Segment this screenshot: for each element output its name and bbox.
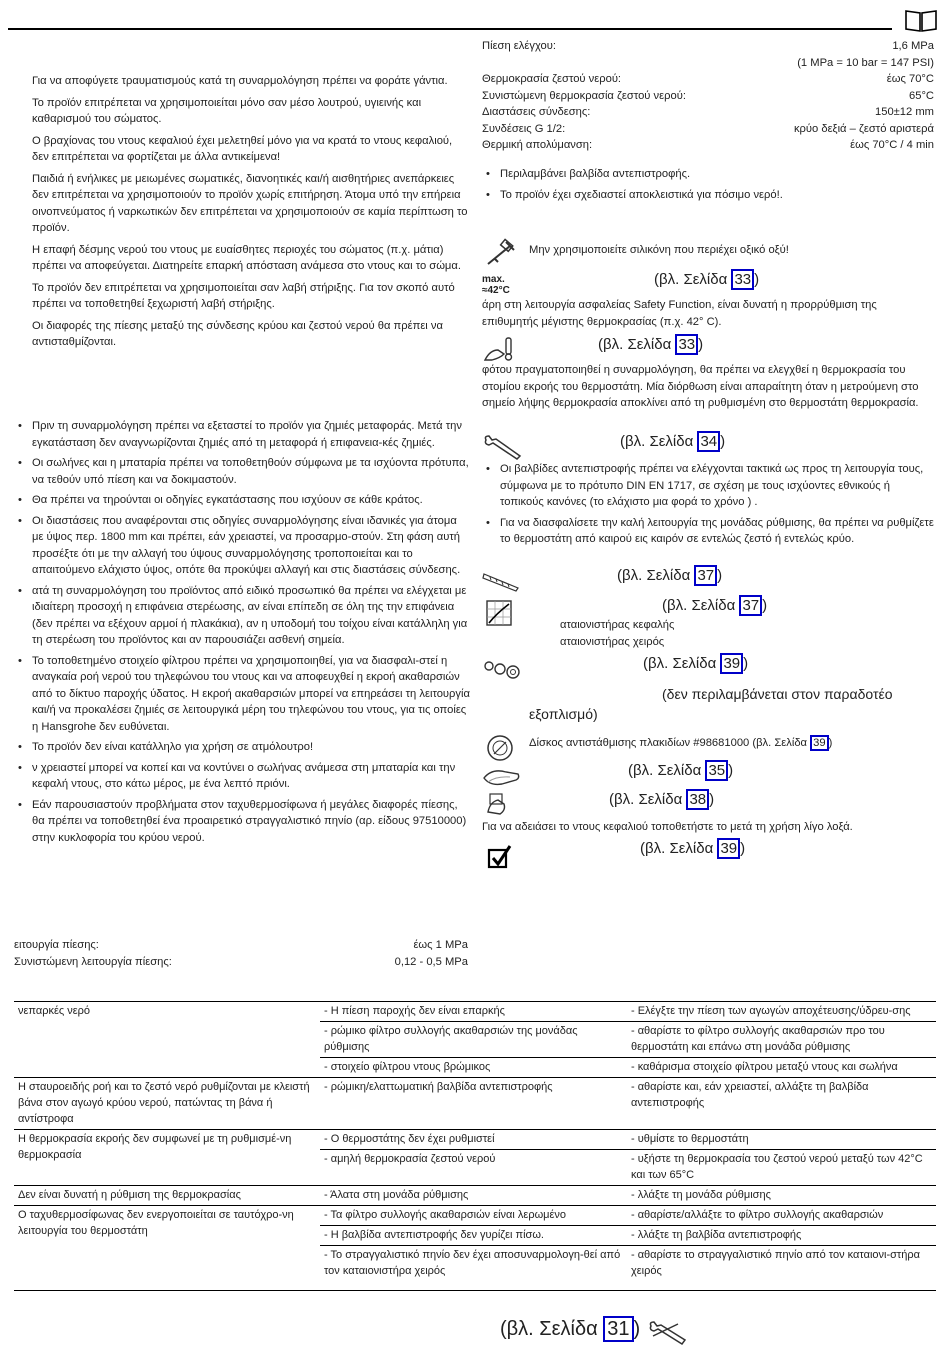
equipment-note: εξοπλισμό) — [529, 706, 598, 722]
spec-value: (1 MPa = 10 bar = 147 PSI) — [797, 56, 934, 69]
fix-cell: - Ελέγξτε την πίεση των αγωγών αποχέτευσης/ύδρευ-σης — [627, 1002, 936, 1022]
table-row — [14, 1186, 936, 1206]
safety-paragraph: Το προϊόν επιτρέπεται να χρησιμοποιείται μόνο σαν μέσο λουτρού, υγιεινής και καθαρισμού του σώματος. — [32, 96, 422, 125]
list-item: • Θα πρέπει να τηρούνται οι οδηγίες εγκατάστασης που ισχύουν σε κάθε κράτος. — [18, 492, 470, 509]
page-reference: (βλ. Σελίδα 38 ) — [609, 791, 715, 808]
safety-paragraph: Οι διαφορές της πίεσης μεταξύ της σύνδεσης κρύου και ζεστού νερού θα πρέπει να αντισταθμίζονται. — [32, 319, 443, 348]
spec-value: 150±12 mm — [875, 106, 934, 118]
product-notes — [486, 166, 934, 207]
fix-cell: - αθαρίστε/αλλάξτε το φίλτρο συλλογής ακαθαρσιών — [627, 1206, 936, 1226]
fix-cell: - αθαρίστε το στραγγαλιστικό πηνίο από τον καταιονι-στήρα χειρός — [627, 1246, 936, 1282]
list-item: • Για να διασφαλίσετε την καλή λειτουργία της μονάδας ρύθμισης, θα πρέπει να ρυθμίζετε το θερμοστάτη από καιρού εις καιρόν σε εντελώς ζεστό ή εντελώς κρύο. — [486, 515, 934, 548]
cause-cell: - ρώμικο φίλτρο συλλογής ακαθαρσιών της μονάδας ρύθμισης — [320, 1022, 627, 1058]
list-item: • Οι διαστάσεις που αναφέρονται στις οδηγίες συναρμολόγησης είναι ιδανικές για άτομα με ύψος περ. 1800 mm και πρέπει, εάν χρειαστεί, να προσαρμο-στούν. Στη φάση αυτή προσέξτε ότι με την αλλαγή του ύψους συναρμολόγησης τροποποιείται και το απαιτούμενο ελάχιστο ύψος, οπότε θα προκύψει αλλαγή και στις διαστάσεις σύνδεσης. — [18, 513, 470, 579]
problem-cell: Δεν είναι δυνατή η ρύθμιση της θερμοκρασίας — [14, 1186, 320, 1206]
problem-cell: Ο ταχυθερμοσίφωνας δεν ενεργοποιείται σε ταυτόχρο-νη λειτουργία του θερμοστάτη — [14, 1206, 320, 1282]
technical-data — [482, 38, 934, 154]
empty-shower-note: Για να αδειάσει το ντους κεφαλιού τοποθετήστε το μετά τη χρήση λίγο λοξά. — [482, 821, 853, 833]
spec-label: Διαστάσεις σύνδεσης: — [482, 106, 591, 118]
cause-cell: - Το στραγγαλιστικό πηνίο δεν έχει αποσυναρμολογη-θεί από τον καταιονιστήρα χειρός — [320, 1246, 627, 1282]
problem-cell: Η σταυροειδής ροή και το ζεστό νερό ρυθμίζονται με κλειστή βάνα στον αγωγό κρύου νερού, πατώντας τη βάνα ή αντίστροφα — [14, 1078, 320, 1130]
page-reference: (βλ. Σελίδα 33 ) — [598, 336, 704, 353]
safety-function-text: άρη στη λειτουργία ασφαλείας Safety Function, είναι δυνατή η προρρύθμιση της επιθυμητής μέγιστης θερμοκρασίας (π.χ. 42° C). — [482, 299, 877, 328]
page-reference: (βλ. Σελίδα 37 ) — [662, 597, 768, 614]
safety-paragraph: Το προϊόν δεν επιτρέπεται να χρησιμοποιείται σαν λαβή στήριξης. Για τον σκοπό αυτό πρέπει να τοποθετηθεί ξεχωριστή λαβή στήριξης. — [32, 281, 455, 310]
page-number[interactable]: 34 — [697, 431, 720, 452]
dimensions-ruler-icon — [482, 570, 520, 592]
cause-cell: - Ο θερμοστάτης δεν έχει ρυθμιστεί — [320, 1130, 627, 1150]
flow-diagram-icon — [486, 600, 512, 626]
page-number[interactable]: 33 — [675, 334, 698, 355]
spec-value: 65°C — [909, 89, 934, 102]
max-temp-value: ≈42°C — [482, 285, 510, 296]
checkbox-icon — [487, 844, 513, 870]
fix-cell: - αθαρίστε και, εάν χρειαστεί, αλλάξτε τη βαλβίδα αντεπιστροφής — [627, 1078, 936, 1130]
head-shower-label: αταιονιστήρας κεφαλής — [560, 619, 675, 631]
table-row — [14, 1130, 936, 1150]
page-number[interactable]: 37 — [694, 565, 717, 586]
fix-cell: - λλάξτε τη μονάδα ρύθμισης — [627, 1186, 936, 1206]
page-number[interactable]: 39 — [717, 838, 740, 859]
top-rule — [8, 28, 892, 30]
spec-label: Συνδέσεις G 1/2: — [482, 122, 566, 135]
page-reference: (βλ. Σελίδα 37 ) — [617, 567, 723, 584]
spare-parts-icon — [482, 656, 522, 682]
cause-cell: - αμηλή θερμοκρασία ζεστού νερού — [320, 1150, 627, 1186]
fix-cell: - υθμίστε το θερμοστάτη — [627, 1130, 936, 1150]
hand-cover-icon — [484, 792, 516, 818]
list-item: • Περιλαμβάνει βαλβίδα αντεπιστροφής. — [486, 166, 934, 183]
page-reference: (βλ. Σελίδα 33 ) — [654, 271, 760, 288]
page-reference: (βλ. Σελίδα 39 ) — [640, 840, 746, 857]
page-reference: (βλ. Σελίδα 39 ) — [643, 655, 749, 672]
list-item: • Οι σωλήνες και η μπαταρία πρέπει να τοποθετηθούν σύμφωνα με τα ισχύοντα πρότυπα, να τεθούν υπό πίεση και να δοκιμαστούν. — [18, 455, 470, 488]
page-reference: (βλ. Σελίδα 34 ) — [620, 433, 726, 450]
cause-cell: - Τα φίλτρο συλλογής ακαθαρσιών είναι λερωμένο — [320, 1206, 627, 1226]
silicone-gun-icon — [484, 238, 518, 268]
manual-book-icon — [904, 8, 938, 32]
list-item: • Οι βαλβίδες αντεπιστροφής πρέπει να ελέγχονται τακτικά ως προς τη λειτουργία τους, σύμφωνα με το πρότυπο DIN EN 1717, σε σχέση με τους ισχύοντες εθνικούς ή τοπικούς κανόνες (το ελάχιστο μια φορά το χρόνο ) . — [486, 461, 934, 511]
page-number[interactable]: 35 — [705, 760, 728, 781]
spec-value: έως 1 MPa — [413, 939, 468, 951]
fix-cell: - υξήστε τη θερμοκρασία του ζεστού νερού μεταξύ των 42°C και των 65°C — [627, 1150, 936, 1186]
problem-cell: νεπαρκές νερό — [14, 1002, 320, 1078]
pressure-specs — [14, 937, 468, 970]
list-item: • Εάν παρουσιαστούν προβλήματα στον ταχυθερμοσίφωνα ή μεγάλες διαφορές πίεσης, θα πρέπει να τοποθετηθεί ένα προαιρετικό στραγγαλιστικό πηνίο (αρ. είδους 97510000) στην κυκλοφορία του κρύου νερού. — [18, 797, 470, 847]
footer-page-reference: (βλ. Σελίδα 31 ) — [500, 1318, 641, 1340]
max-label: max. — [482, 274, 505, 285]
spec-value: έως 70°C / 4 min — [850, 139, 934, 151]
list-item: • ν χρειαστεί μπορεί να κοπεί και να κοντύνει ο σωλήνας ανάμεσα στη μπαταρία και την κεφαλή ντους, στο κάτω μέρος, με ένα λεπτό πριόνι. — [18, 760, 470, 793]
page-reference: (βλ. Σελίδα 35 ) — [628, 762, 734, 779]
installation-notes — [18, 418, 470, 850]
hand-shower-label: αταιονιστήρας χειρός — [560, 636, 665, 648]
page-number[interactable]: 39 — [720, 653, 743, 674]
calibration-text: φότου πραγματοποιηθεί η συναρμολόγηση, θα πρέπει να ελεγχθεί η θερμοκρασία του στομίου εκροής του θερμοστάτη. Μία διόρθωση είναι απαραίτητη όταν η μετρούμενη στο σημείο λήψης θερμοκρασία αποκλίνει από τη ρυθμισμένη στο θερμοστάτη θερμοκρασία. — [482, 364, 919, 409]
wrench-icon — [482, 434, 522, 460]
spec-label: Συνιστώμενη λειτουργία πίεσης: — [14, 955, 172, 968]
wrench-icon — [648, 1320, 688, 1346]
fix-cell: - αθαρίστε το φίλτρο συλλογής ακαθαρσιών προ του θερμοστάτη και επάνω στη μονάδα ρύθμισης — [627, 1022, 936, 1058]
fix-cell: - καθάρισμα στοιχείο φίλτρου μεταξύ ντους και σωλήνα — [627, 1058, 936, 1078]
cause-cell: - Η πίεση παροχής δεν είναι επαρκής — [320, 1002, 627, 1022]
tile-disk-text: Δίσκος αντιστάθμισης πλακιδίων #98681000 (βλ. Σελίδα 39 ) — [529, 737, 833, 749]
page-number[interactable]: 31 — [603, 1316, 633, 1342]
list-item: • Το τοποθετημένο στοιχείο φίλτρου πρέπει να χρησιμοποιηθεί, για να διασφαλι-στεί η αναγκαία ροή νερού του τηλεφώνου του ντους και να αποφευχθεί η εκροή ακαθαρσιών από το δίκτυο παροχής ύδατος. Η εκροή ακαθαρσιών μπορεί να επηρεάσει τη λειτουργία και/ή να προκαλέσει ζημιές σε λειτουργικά μέρη του τηλεφώνου του ντους, για τις οποίες η Hansgrohe δεν ευθύνεται. — [18, 653, 470, 736]
safety-notes — [32, 73, 468, 356]
list-item: • Το προϊόν έχει σχεδιαστεί αποκλειστικά για πόσιμο νερό!. — [486, 187, 934, 204]
maintenance-notes — [486, 461, 934, 552]
tile-disk-icon — [486, 734, 514, 762]
spec-value: έως 70°C — [886, 73, 934, 85]
spec-label: Πίεση ελέγχου: — [482, 40, 556, 52]
spec-value: 0,12 - 0,5 MPa — [394, 955, 468, 968]
list-item: • ατά τη συναρμολόγηση του προϊόντος από ειδικό προσωπικό θα πρέπει να ελέγχεται με ιδιαίτερη προσοχή η επιφάνεια στερέωσης, αν είναι επίπεδη σε όλη της την επιφάνεια (δεν πρέπει να εξέχουν αρμοί ή πλακάκια), αν η υποδομή του τοίχου είναι κατάλληλη για τη στερέωση του προϊόντος και αν παρουσιάζει ασθενή σημεία. — [18, 583, 470, 649]
spec-label: Συνιστώμενη θερμοκρασία ζεστού νερού: — [482, 89, 686, 102]
troubleshooting-table — [14, 1001, 936, 1281]
page-number[interactable]: 33 — [731, 269, 754, 290]
list-item: • Το προϊόν δεν είναι κατάλληλο για χρήση σε ατμόλουτρο! — [18, 739, 470, 756]
safety-paragraph: Για να αποφύγετε τραυματισμούς κατά τη συναρμολόγηση πρέπει να φοράτε γάντια. — [32, 75, 448, 87]
cause-cell: - Η βαλβίδα αντεπιστροφής δεν γυρίζει πίσω. — [320, 1226, 627, 1246]
safety-paragraph: Ο βραχίονας του ντους κεφαλιού έχει μελετηθεί μόνο για να κρατά το ντους κεφαλιού, δεν επιτρέπεται να φορτίζεται με άλλα αντικείμενα! — [32, 134, 453, 163]
safety-paragraph: Παιδιά ή ενήλικες με μειωμένες σωματικές, διανοητικές και/ή αισθητήριες ανεπάρκειες δεν επιτρέπεται να χρησιμοποιούν το προϊόν χωρίς επιτήρηση. Άτομα υπό την επήρεια οινοπνεύματος ή ναρκωτικών δεν επιτρέπεται να χρησιμοποιούν σε καμία περίπτωση το προϊόν. — [32, 172, 468, 234]
spec-label: Θερμική απολύμανση: — [482, 139, 593, 151]
table-bottom-rule — [14, 1290, 936, 1291]
table-row — [14, 1078, 936, 1130]
spec-label: Θερμοκρασία ζεστού νερού: — [482, 73, 622, 85]
fix-cell: - λλάξτε τη βαλβίδα αντεπιστροφής — [627, 1226, 936, 1246]
page-number[interactable]: 38 — [686, 789, 709, 810]
cause-cell: - στοιχείο φίλτρου ντους βρώμικος — [320, 1058, 627, 1078]
table-row — [14, 1206, 936, 1226]
cause-cell: - ρώμικη/ελαττωματική βαλβίδα αντεπιστροφής — [320, 1078, 627, 1130]
spec-label: ειτουργία πίεσης: — [14, 939, 99, 951]
cause-cell: - Άλατα στη μονάδα ρύθμισης — [320, 1186, 627, 1206]
not-included-note: (δεν περιλαμβάνεται στον παραδοτέο — [662, 686, 893, 702]
problem-cell: Η θερμοκρασία εκροής δεν συμφωνεί με τη ρυθμισμέ-νη θερμοκρασία — [14, 1130, 320, 1186]
list-item: • Πριν τη συναρμολόγηση πρέπει να εξεταστεί το προϊόν για ζημιές μεταφοράς. Μετά την εγκατάσταση δεν αναγνωρίζονται ζημιές από τη μεταφορά ή επιφανεια-κές ζημιές. — [18, 418, 470, 451]
safety-paragraph: Η επαφή δέσμης νερού του ντους με ευαίσθητες περιοχές του σώματος (π.χ. μάτια) πρέπει να αποφεύγεται. Διατηρείτε επαρκή απόσταση ανάμεσα στο ντους και το σώμα. — [32, 243, 461, 272]
max-temp-icon — [482, 274, 510, 296]
spec-value: κρύο δεξιά – ζεστό αριστερά — [793, 122, 934, 135]
table-row — [14, 1002, 936, 1022]
page-number[interactable]: 37 — [739, 595, 762, 616]
page-number[interactable]: 39 — [810, 735, 828, 751]
spec-value: 1,6 MPa — [892, 40, 934, 52]
silicone-warning: Μην χρησιμοποιείτε σιλικόνη που περιέχει οξικό οξύ! — [529, 244, 789, 256]
cleaning-hand-icon — [482, 764, 522, 788]
thermometer-hand-icon — [482, 336, 518, 364]
